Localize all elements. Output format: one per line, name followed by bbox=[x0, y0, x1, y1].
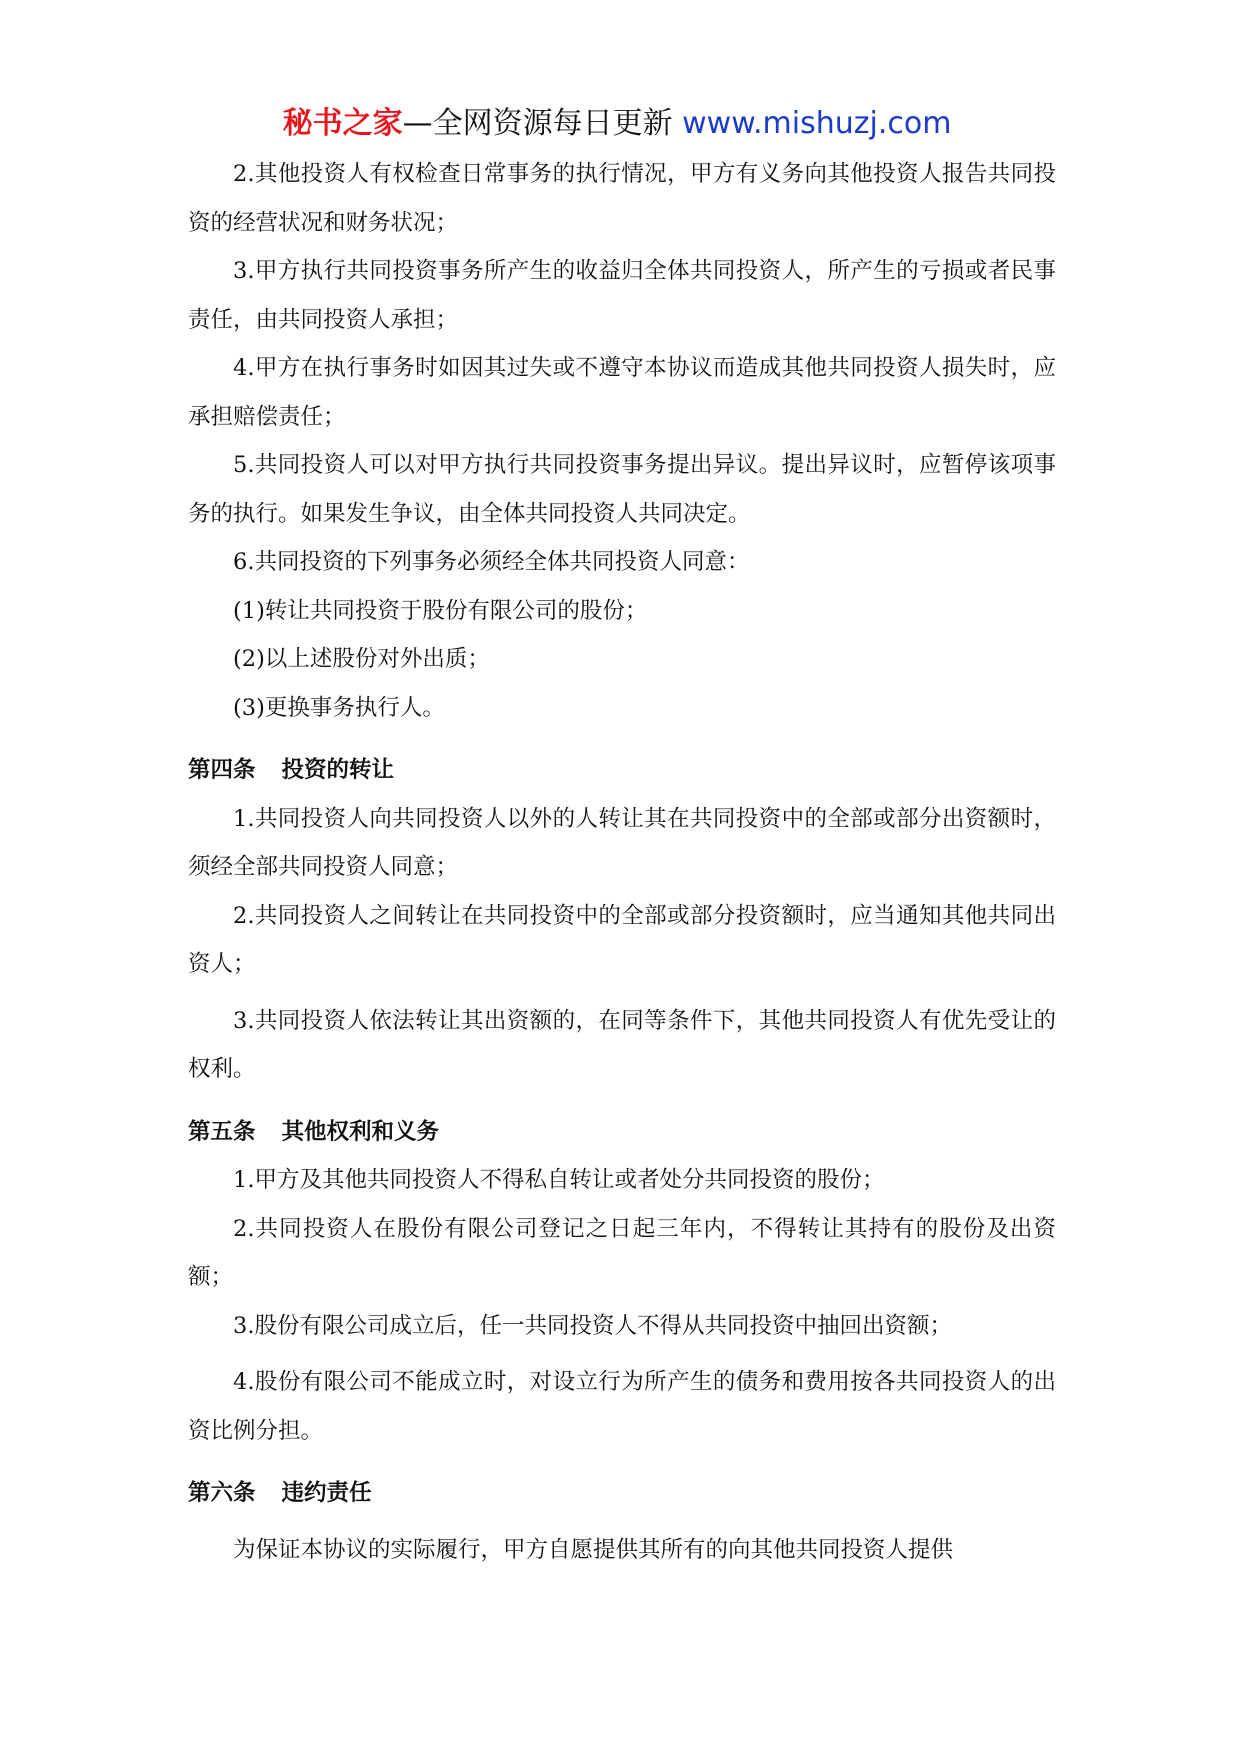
section-heading bbox=[188, 746, 1056, 795]
paragraph: 5.共同投资人可以对甲方执行共同投资事务提出异议。提出异议时，应暂停该项事务的执行。如果发生争议，由全体共同投资人共同决定。 bbox=[188, 452, 1056, 527]
section-title: 投资的转让 bbox=[281, 757, 395, 783]
brand-name: 秘书之家 bbox=[282, 106, 403, 141]
list-item: (3)更换事务执行人。 bbox=[233, 694, 445, 721]
paragraph: 2.共同投资人在股份有限公司登记之日起三年内，不得转让其持有的股份及出资额； bbox=[188, 1215, 1056, 1290]
paragraph: 2.共同投资人之间转让在共同投资中的全部或部分投资额时，应当通知其他共同出资人； bbox=[188, 902, 1056, 977]
section-heading bbox=[188, 1469, 1056, 1518]
paragraph: 6.共同投资的下列事务必须经全体共同投资人同意： bbox=[233, 549, 750, 575]
paragraph: 3.甲方执行共同投资事务所产生的收益归全体共同投资人，所产生的亏损或者民事责任，由共同投资人承担； bbox=[188, 258, 1056, 333]
section-number: 第六条 bbox=[188, 1480, 256, 1506]
section-heading bbox=[188, 1108, 1056, 1157]
section-number: 第五条 bbox=[188, 1118, 256, 1145]
section-title: 其他权利和义务 bbox=[281, 1118, 440, 1145]
paragraph: 3.共同投资人依法转让其出资额的，在同等条件下，其他共同投资人有优先受让的权利。 bbox=[188, 1007, 1056, 1082]
paragraph: 4.甲方在执行事务时如因其过失或不遵守本协议而造成其他共同投资人损失时，应承担赔偿责任； bbox=[188, 355, 1056, 430]
paragraph: 1.共同投资人向共同投资人以外的人转让其在共同投资中的全部或部分出资额时，须经全部共同投资人同意； bbox=[188, 805, 1056, 880]
section-title: 违约责任 bbox=[281, 1480, 372, 1506]
site-url-link[interactable]: www.mishuzj.com bbox=[682, 106, 952, 141]
section-number: 第四条 bbox=[188, 757, 256, 783]
list-item: (1)转让共同投资于股份有限公司的股份； bbox=[233, 597, 648, 624]
paragraph: 2.其他投资人有权检查日常事务的执行情况，甲方有义务向其他投资人报告共同投资的经营状况和财务状况； bbox=[188, 161, 1056, 236]
paragraph: 4.股份有限公司不能成立时，对设立行为所产生的债务和费用按各共同投资人的出资比例分担。 bbox=[188, 1369, 1056, 1444]
document-body bbox=[188, 150, 1056, 1574]
site-header bbox=[0, 100, 1234, 148]
paragraph: 1.甲方及其他共同投资人不得私自转让或者处分共同投资的股份； bbox=[233, 1167, 885, 1193]
header-slogan: —全网资源每日更新 bbox=[402, 106, 673, 141]
list-item: (2)以上述股份对外出质； bbox=[233, 646, 490, 672]
paragraph: 为保证本协议的实际履行，甲方自愿提供其所有的向其他共同投资人提供 bbox=[233, 1536, 954, 1563]
paragraph: 3.股份有限公司成立后，任一共同投资人不得从共同投资中抽回出资额； bbox=[233, 1312, 952, 1339]
